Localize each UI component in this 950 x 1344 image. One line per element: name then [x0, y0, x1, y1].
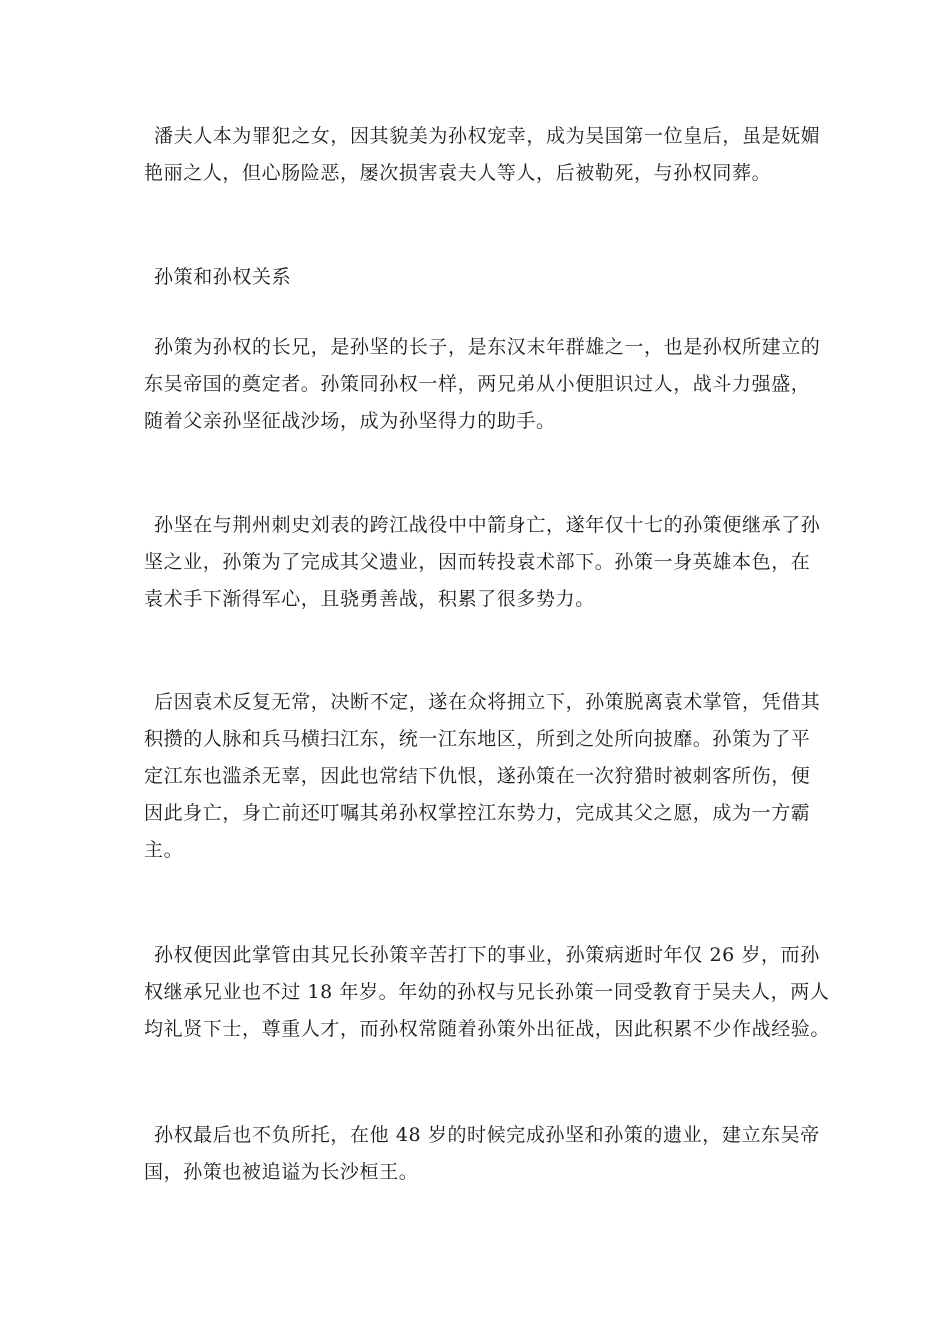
paragraph-6 — [144, 1117, 820, 1191]
paragraph-line: 袁术手下渐得军心，且骁勇善战，积累了很多势力。 — [144, 588, 595, 610]
paragraph-line: 因此身亡，身亡前还叮嘱其弟孙权掌控江东势力，完成其父之愿，成为一方霸 — [144, 802, 811, 824]
paragraph-line: 后因袁术反复无常，决断不定，遂在众将拥立下，孙策脱离袁术掌管，凭借其 — [154, 691, 821, 713]
paragraph-line: 国，孙策也被追谥为长沙桓王。 — [144, 1161, 419, 1183]
paragraph-line: 权继承兄业也不过 18 年岁。年幼的孙权与兄长孙策一同受教育于吴夫人，两人 — [144, 981, 830, 1003]
paragraph-line: 艳丽之人，但心肠险恶，屡次损害袁夫人等人，后被勒死，与孙权同葬。 — [144, 162, 772, 184]
paragraph-line: 坚之业，孙策为了完成其父遗业，因而转投袁术部下。孙策一身英雄本色，在 — [144, 551, 811, 573]
paragraph-line: 孙策为孙权的长兄，是孙坚的长子，是东汉末年群雄之一，也是孙权所建立的 — [154, 336, 821, 358]
paragraph-line: 积攒的人脉和兵马横扫江东，统一江东地区，所到之处所向披靡。孙策为了平 — [144, 728, 811, 750]
paragraph-3 — [144, 507, 821, 618]
paragraph-line: 潘夫人本为罪犯之女，因其貌美为孙权宠幸，成为吴国第一位皇后，虽是妩媚 — [154, 125, 821, 147]
paragraph-line: 随着父亲孙坚征战沙场，成为孙坚得力的助手。 — [144, 410, 556, 432]
heading-text: 孙策和孙权关系 — [154, 266, 292, 288]
paragraph-2 — [144, 329, 821, 440]
paragraph-line: 主。 — [144, 839, 184, 861]
paragraph-line: 定江东也滥杀无辜，因此也常结下仇恨，遂孙策在一次狩猎时被刺客所伤，便 — [144, 765, 811, 787]
paragraph-1 — [144, 118, 821, 192]
paragraph-line: 孙权便因此掌管由其兄长孙策辛苦打下的事业，孙策病逝时年仅 26 岁，而孙 — [154, 944, 820, 966]
paragraph-line: 东吴帝国的奠定者。孙策同孙权一样，两兄弟从小便胆识过人，战斗力强盛， — [144, 373, 811, 395]
paragraph-5 — [144, 937, 831, 1048]
paragraph-4 — [144, 684, 821, 869]
paragraph-line: 均礼贤下士，尊重人才，而孙权常随着孙策外出征战，因此积累不少作战经验。 — [144, 1018, 831, 1040]
paragraph-line: 孙权最后也不负所托，在他 48 岁的时候完成孙坚和孙策的遗业，建立东吴帝 — [154, 1124, 820, 1146]
section-heading — [144, 259, 812, 296]
paragraph-line: 孙坚在与荆州刺史刘表的跨江战役中中箭身亡，遂年仅十七的孙策便继承了孙 — [154, 514, 821, 536]
